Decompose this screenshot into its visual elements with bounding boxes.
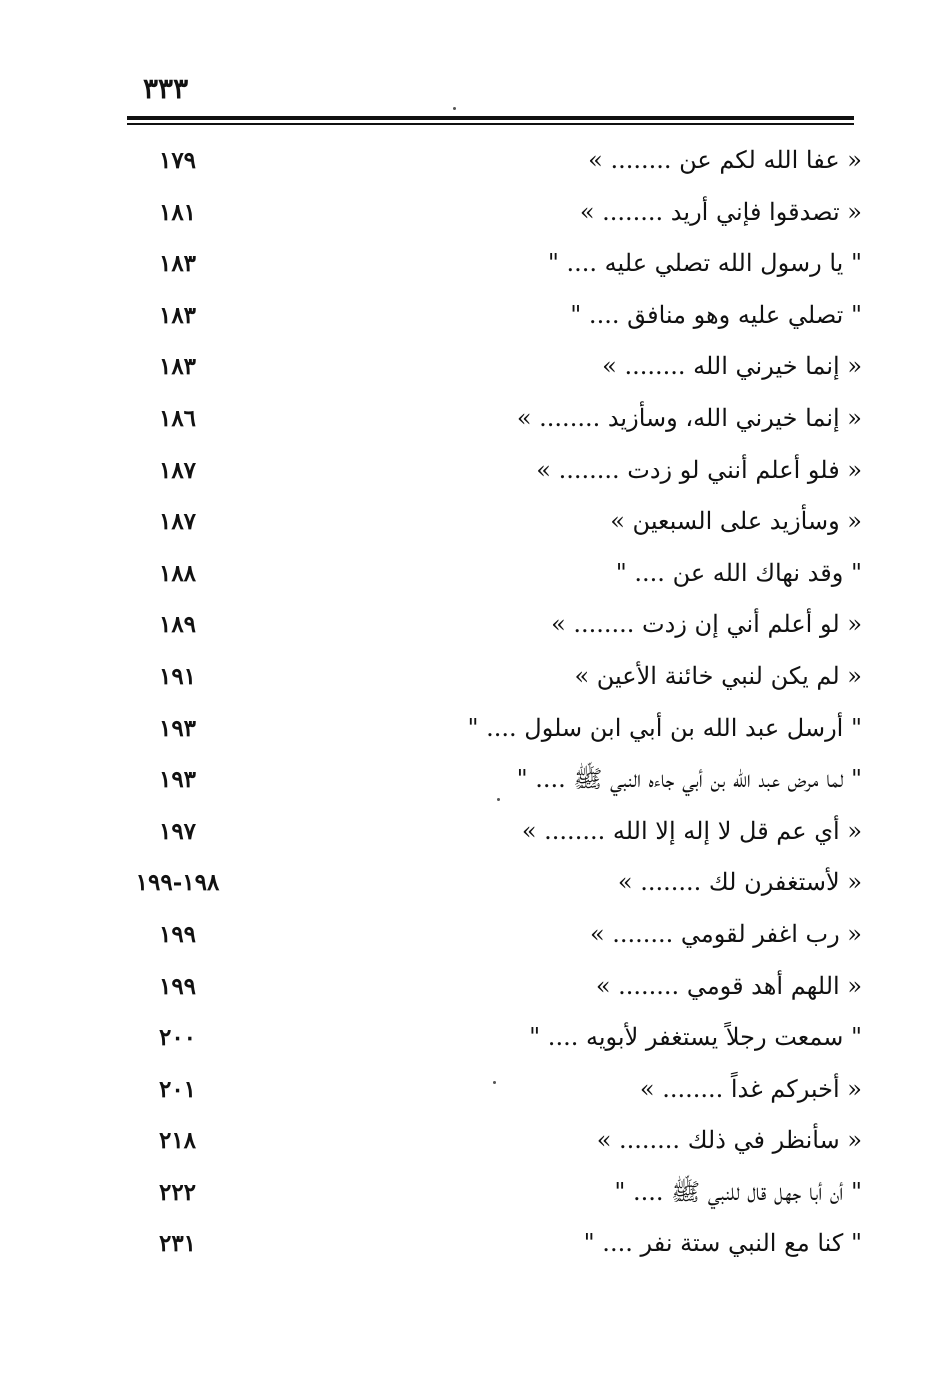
entry-text: " لما مرض عبد الله بن أبي جاءه النبي ﷺ .... " [516,765,862,794]
entry-page-number: ١٩٩ [158,920,197,948]
entry-page-number: ١٩٧ [158,817,197,845]
entry-page-number: ١٨٩ [158,611,197,639]
index-entry [0,291,946,343]
index-entry [0,188,946,240]
index-entry [0,342,946,394]
index-entry-list [0,136,946,1271]
entry-text: « لم يكن لنبي خائنة الأعين » [574,661,862,690]
index-entry [0,807,946,859]
index-entry [0,1013,946,1065]
header-rule-thin [127,123,854,125]
scan-speck [497,798,500,801]
entry-text: " يا رسول الله تصلي عليه .... " [547,249,862,278]
entry-page-number: ١٨٧ [158,508,197,536]
entry-text: " أن أبا جهل قال للنبي ﷺ .... " [614,1177,862,1206]
entry-text: " سمعت رجلاً يستغفر لأبويه .... " [529,1023,862,1052]
entry-page-number: ١٨٣ [158,353,197,381]
index-entry [0,704,946,756]
entry-page-number: ٢٠١ [158,1075,197,1103]
index-entry [0,1219,946,1271]
entry-page-number: ١٩٨-١٩٩ [135,869,220,897]
index-entry [0,910,946,962]
entry-text: « لو أعلم أني إن زدت ........ » [551,610,862,639]
entry-text: « أي عم قل لا إله إلا الله ........ » [521,816,862,845]
index-entry [0,394,946,446]
index-entry [0,652,946,704]
index-entry [0,549,946,601]
entry-text: « رب اغفر لقومي ........ » [589,919,862,948]
scan-speck [453,107,456,110]
index-entry [0,136,946,188]
index-entry [0,600,946,652]
header-rule-thick [127,116,854,120]
entry-text: « فلو أعلم أنني لو زدت ........ » [536,455,862,484]
entry-text: " تصلي عليه وهو منافق .... " [570,300,862,329]
index-entry [0,755,946,807]
entry-text: « تصدقوا فإني أريد ........ » [579,197,862,226]
scan-speck [493,1081,496,1084]
entry-text: « إنما خيرني الله ........ » [602,352,862,381]
entry-text: « وسأزيد على السبعين » [610,507,862,536]
entry-page-number: ١٩٣ [158,714,197,742]
entry-page-number: ٢٣١ [158,1230,197,1258]
entry-text: « سأنظر في ذلك ........ » [596,1126,862,1155]
index-entry [0,239,946,291]
index-entry [0,858,946,910]
entry-text: « اللهم أهد قومي ........ » [595,971,862,1000]
entry-text: " وقد نهاك الله عن .... " [615,558,862,587]
entry-page-number: ٢٠٠ [158,1024,197,1052]
entry-text: " أرسل عبد الله بن أبي ابن سلول .... " [467,713,862,742]
entry-page-number: ١٩٩ [158,972,197,1000]
entry-page-number: ١٨٦ [158,404,197,432]
entry-page-number: ٢٢٢ [158,1178,197,1206]
index-entry [0,962,946,1014]
entry-text: « لأستغفرن لك ........ » [617,868,862,897]
entry-page-number: ١٩٣ [158,766,197,794]
entry-page-number: ١٨٣ [158,250,197,278]
index-entry [0,446,946,498]
index-entry [0,1168,946,1220]
entry-page-number: ١٨٣ [158,301,197,329]
entry-page-number: ١٩١ [158,662,197,690]
index-entry [0,1065,946,1117]
index-entry [0,1116,946,1168]
entry-page-number: ١٨١ [158,198,197,226]
entry-page-number: ١٨٨ [158,559,197,587]
entry-text: « إنما خيرني الله، وسأزيد ........ » [516,403,862,432]
entry-text: « أخبركم غداً ........ » [639,1074,862,1103]
entry-text: « عفا الله لكم عن ........ » [588,146,862,174]
entry-text: " كنا مع النبي ستة نفر .... " [583,1229,862,1258]
index-entry [0,497,946,549]
entry-page-number: ١٧٩ [158,147,197,174]
page-number: ٣٣٣ [143,72,189,105]
entry-page-number: ١٨٧ [158,456,197,484]
entry-page-number: ٢١٨ [158,1127,197,1155]
